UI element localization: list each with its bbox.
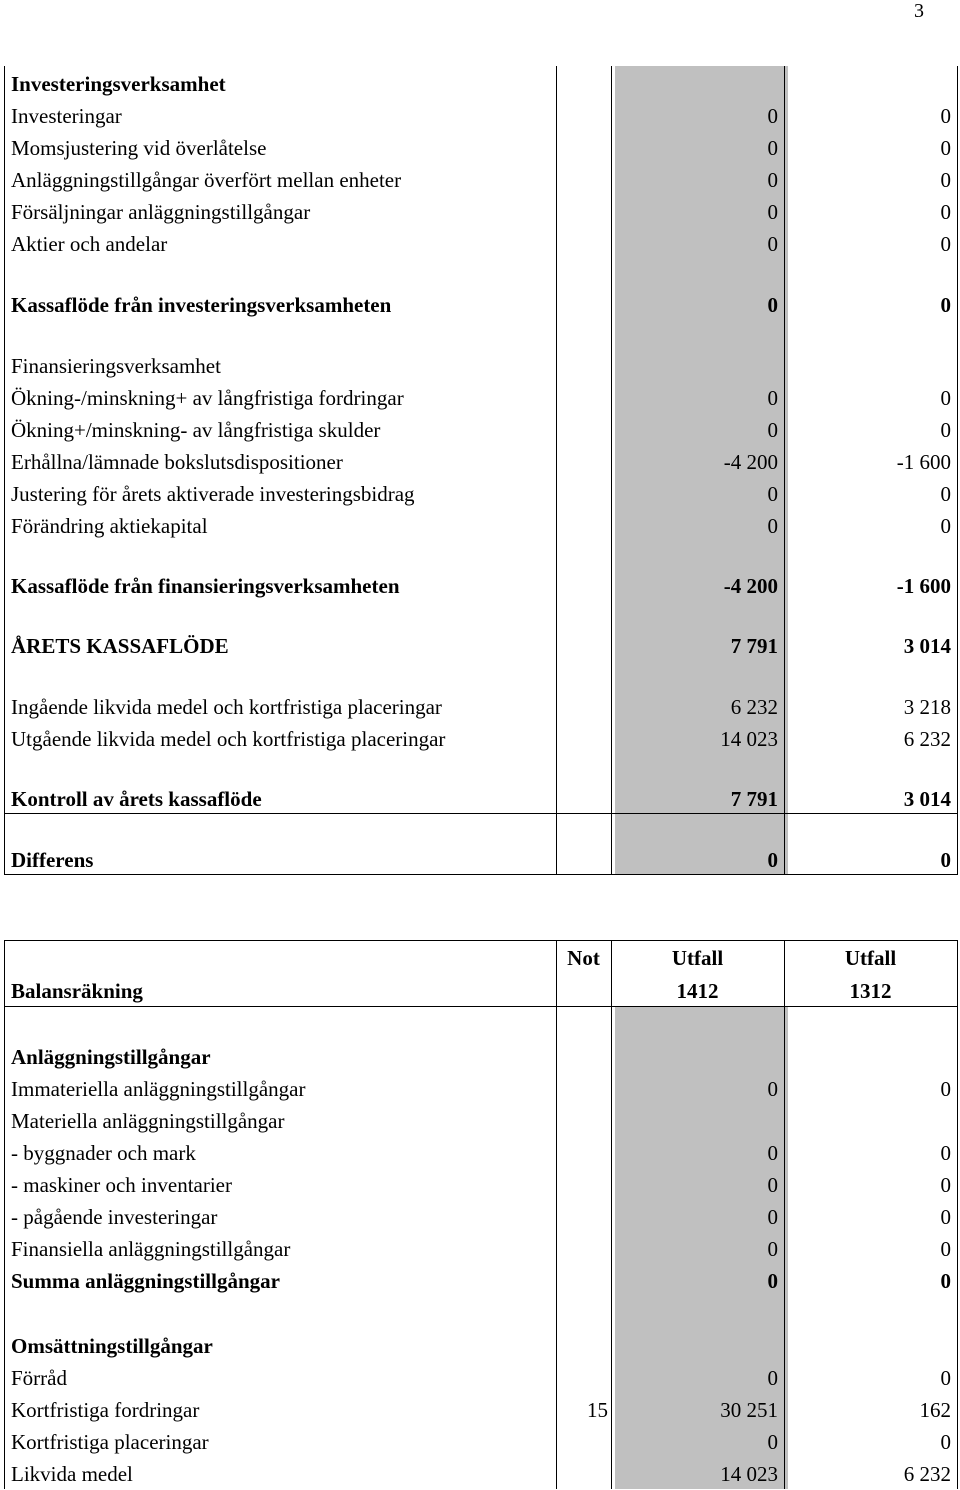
balance-row xyxy=(4,1267,958,1297)
balance-row xyxy=(4,1107,958,1137)
cashflow-row xyxy=(4,846,958,876)
value-1312: -1 600 xyxy=(896,450,951,474)
cashflow-row xyxy=(4,448,958,478)
value-1312: 0 xyxy=(940,1173,951,1197)
row-label: Kortfristiga placeringar xyxy=(11,1430,209,1454)
balance-row xyxy=(4,1139,958,1169)
value-1412: 0 xyxy=(767,1269,778,1293)
value-1412: 7 791 xyxy=(730,787,778,811)
row-label: Finansiella anläggningstillgångar xyxy=(11,1237,291,1261)
balance-row xyxy=(4,1203,958,1233)
page-number: 3 xyxy=(914,0,924,22)
value-1412: -4 200 xyxy=(723,450,778,474)
row-label: Justering för årets aktiverade investeringsbidrag xyxy=(11,482,415,506)
value-1312: 0 xyxy=(940,200,951,224)
balance-row xyxy=(4,1043,958,1073)
cashflow-row xyxy=(4,632,958,662)
value-1412: 6 232 xyxy=(730,695,778,719)
cashflow-row xyxy=(4,352,958,382)
column-header-1312-year: 1312 xyxy=(849,979,892,1003)
value-1412: -4 200 xyxy=(723,574,778,598)
row-label: Investeringar xyxy=(11,104,122,128)
value-1412: 0 xyxy=(767,1366,778,1390)
cashflow-row xyxy=(4,785,958,815)
row-label: Förändring aktiekapital xyxy=(11,514,208,538)
value-1312: 3 014 xyxy=(903,787,951,811)
value-1412: 0 xyxy=(767,514,778,538)
row-label: Likvida medel xyxy=(11,1462,133,1486)
cashflow-row xyxy=(4,384,958,414)
value-1412: 0 xyxy=(767,168,778,192)
value-1312: 0 xyxy=(940,136,951,160)
row-label: Ingående likvida medel och kortfristiga placeringar xyxy=(11,695,442,719)
value-1312: 0 xyxy=(940,104,951,128)
value-1412: 14 023 xyxy=(720,1462,778,1486)
row-label: Erhållna/lämnade bokslutsdispositioner xyxy=(11,450,343,474)
row-label: - pågående investeringar xyxy=(11,1205,218,1229)
value-1412: 0 xyxy=(767,200,778,224)
value-1412: 14 023 xyxy=(720,727,778,751)
cashflow-row xyxy=(4,102,958,132)
value-1312: 3 014 xyxy=(903,634,951,658)
value-1312: 0 xyxy=(940,1430,951,1454)
row-label: Finansieringsverksamhet xyxy=(11,354,221,378)
value-1312: 0 xyxy=(940,1077,951,1101)
value-1412: 0 xyxy=(767,1141,778,1165)
row-label: Utgående likvida medel och kortfristiga placeringar xyxy=(11,727,446,751)
balance-row xyxy=(4,1428,958,1458)
row-label: Anläggningstillgångar xyxy=(11,1045,211,1069)
column-header-1412-year: 1412 xyxy=(676,979,719,1003)
balance-row xyxy=(4,1332,958,1362)
row-label: Differens xyxy=(11,848,94,872)
value-1312: 3 218 xyxy=(903,695,951,719)
column-header-1412: Utfall xyxy=(671,946,724,970)
row-label: Materiella anläggningstillgångar xyxy=(11,1109,285,1133)
balance-row xyxy=(4,1460,958,1490)
row-label: Ökning+/minskning- av långfristiga skulder xyxy=(11,418,381,442)
cashflow-row xyxy=(4,70,958,100)
value-1312: 0 xyxy=(940,386,951,410)
row-label: Immateriella anläggningstillgångar xyxy=(11,1077,306,1101)
note-header: Not xyxy=(567,946,600,970)
value-1312: 0 xyxy=(940,1366,951,1390)
column-header-1312: Utfall xyxy=(844,946,897,970)
value-1412: 0 xyxy=(767,418,778,442)
value-1412: 30 251 xyxy=(720,1398,778,1422)
value-1312: 162 xyxy=(919,1398,951,1422)
cashflow-row xyxy=(4,725,958,755)
balance-row xyxy=(4,1364,958,1394)
row-label: Kontroll av årets kassaflöde xyxy=(11,787,262,811)
row-label: Ökning-/minskning+ av långfristiga fordringar xyxy=(11,386,404,410)
value-1412: 0 xyxy=(767,293,778,317)
value-1412: 7 791 xyxy=(730,634,778,658)
value-1312: 0 xyxy=(940,1205,951,1229)
value-1312: 0 xyxy=(940,1141,951,1165)
value-1412: 0 xyxy=(767,482,778,506)
row-label: Förråd xyxy=(11,1366,67,1390)
cashflow-row xyxy=(4,291,958,321)
value-1312: 0 xyxy=(940,848,951,872)
cashflow-row xyxy=(4,198,958,228)
value-1312: 0 xyxy=(940,168,951,192)
cashflow-row xyxy=(4,416,958,446)
balance-row xyxy=(4,1171,958,1201)
row-label: Momsjustering vid överlåtelse xyxy=(11,136,267,160)
cashflow-row xyxy=(4,230,958,260)
cashflow-row xyxy=(4,134,958,164)
value-1412: 0 xyxy=(767,848,778,872)
row-label: Kassaflöde från finansieringsverksamheten xyxy=(11,574,400,598)
note-ref: 15 xyxy=(587,1398,608,1422)
value-1312: -1 600 xyxy=(896,574,951,598)
row-label: Aktier och andelar xyxy=(11,232,168,256)
value-1312: 0 xyxy=(940,514,951,538)
cashflow-row xyxy=(4,512,958,542)
row-label: Summa anläggningstillgångar xyxy=(11,1269,280,1293)
row-label: - maskiner och inventarier xyxy=(11,1173,232,1197)
cashflow-row xyxy=(4,480,958,510)
cashflow-row xyxy=(4,166,958,196)
value-1312: 0 xyxy=(940,482,951,506)
value-1412: 0 xyxy=(767,1237,778,1261)
value-1312: 6 232 xyxy=(903,727,951,751)
value-1412: 0 xyxy=(767,1205,778,1229)
row-label: Omsättningstillgångar xyxy=(11,1334,213,1358)
value-1312: 0 xyxy=(940,293,951,317)
row-label: ÅRETS KASSAFLÖDE xyxy=(11,634,229,658)
balance-title: Balansräkning xyxy=(11,979,143,1003)
row-label: Försäljningar anläggningstillgångar xyxy=(11,200,311,224)
value-1412: 0 xyxy=(767,232,778,256)
value-1312: 0 xyxy=(940,1237,951,1261)
row-label: - byggnader och mark xyxy=(11,1141,196,1165)
balance-row xyxy=(4,1075,958,1105)
value-1412: 0 xyxy=(767,1173,778,1197)
cashflow-row xyxy=(4,693,958,723)
row-label: Investeringsverksamhet xyxy=(11,72,226,96)
value-1412: 0 xyxy=(767,386,778,410)
value-1412: 0 xyxy=(767,1430,778,1454)
value-1312: 0 xyxy=(940,232,951,256)
value-1412: 0 xyxy=(767,136,778,160)
value-1412: 0 xyxy=(767,104,778,128)
value-1312: 0 xyxy=(940,1269,951,1293)
balance-row xyxy=(4,1396,958,1426)
value-1412: 0 xyxy=(767,1077,778,1101)
row-label: Kortfristiga fordringar xyxy=(11,1398,200,1422)
value-1312: 0 xyxy=(940,418,951,442)
cashflow-row xyxy=(4,572,958,602)
row-label: Kassaflöde från investeringsverksamheten xyxy=(11,293,392,317)
row-label: Anläggningstillgångar överfört mellan enheter xyxy=(11,168,402,192)
value-1312: 6 232 xyxy=(903,1462,951,1486)
balance-row xyxy=(4,1235,958,1265)
